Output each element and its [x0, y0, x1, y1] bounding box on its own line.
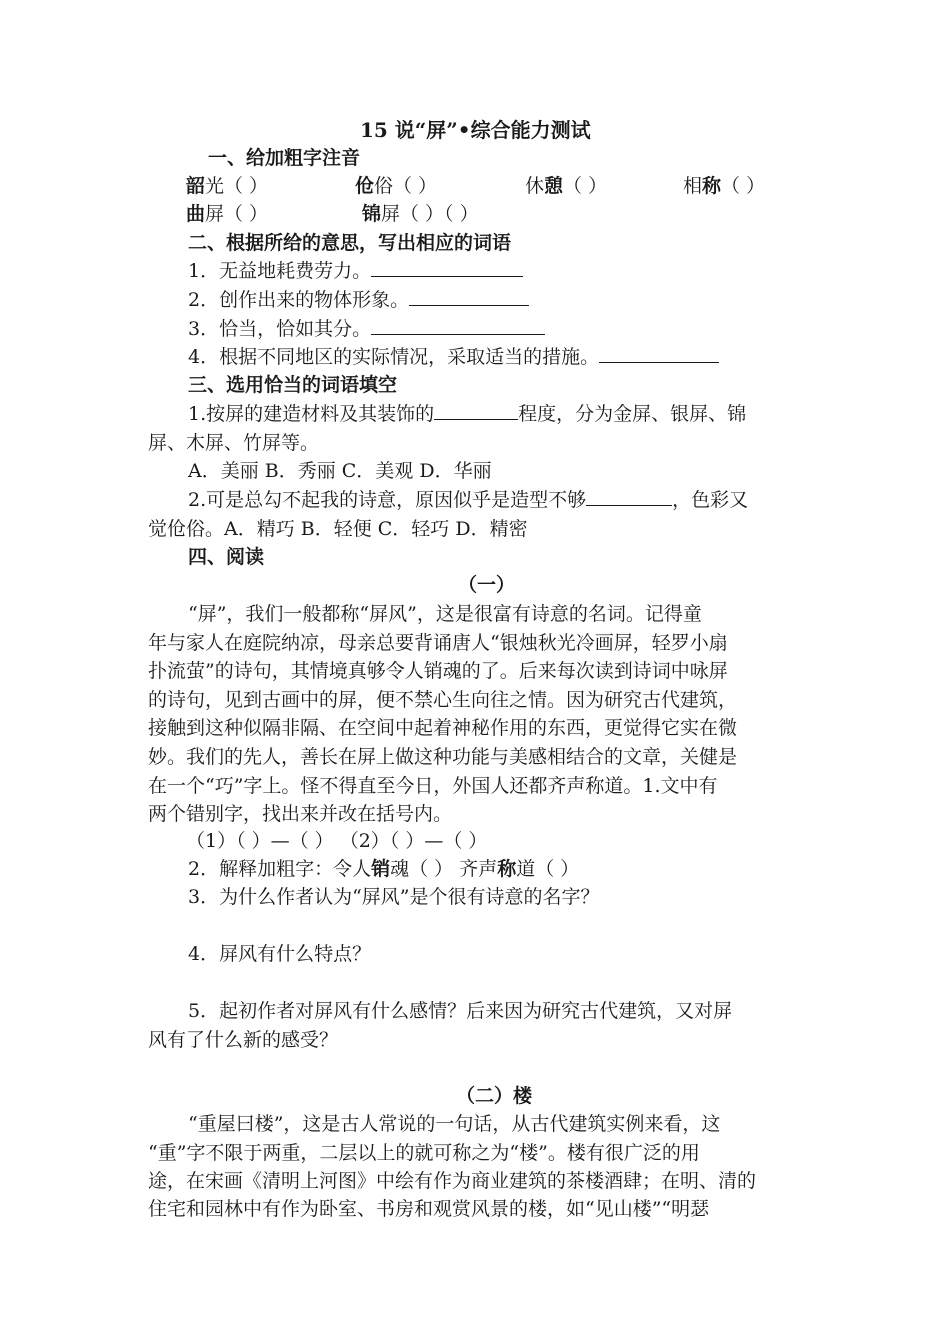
item-text: 2．创作出来的物体形象。: [188, 289, 410, 311]
pinyin-item: [186, 201, 268, 227]
pinyin-item: [525, 173, 607, 199]
item-text: 休: [525, 175, 545, 197]
question-line: 风有了什么新的感受？: [148, 1029, 339, 1051]
page-title: 15 说“屏”•综合能力测试: [360, 118, 591, 142]
definition-item: [188, 258, 523, 284]
definition-item: [188, 287, 529, 313]
pinyin-item: [362, 201, 479, 227]
pinyin-item: [186, 173, 268, 199]
question-line: 3．为什么作者认为“屏风”是个很有诗意的名字？: [188, 886, 600, 908]
answer-options: A．美丽 B．秀丽 C．美观 D．华丽: [188, 460, 492, 482]
passage-line: 在一个“巧”字上。怪不得直至今日，外国人还都齐声称道。1.文中有: [148, 775, 718, 797]
passage-line: “重”字不限于两重，二层以上的就可称之为“楼”。楼有很广泛的用: [148, 1142, 700, 1164]
item-text: 俗（ ）: [374, 175, 438, 197]
item-text: 相: [683, 175, 703, 197]
passage-line: 两个错别字，找出来并改在括号内。: [148, 803, 453, 825]
question-text: ，色彩又: [672, 489, 749, 511]
answer-blank[interactable]: [409, 287, 529, 306]
answer-blank[interactable]: [586, 487, 672, 506]
question-text: 1.按屏的建造材料及其装饰的: [188, 403, 435, 425]
item-text: （ ）: [721, 175, 766, 197]
passage-line: 妙。我们的先人，善长在屏上做这种功能与美感相结合的文章，关健是: [148, 746, 738, 768]
question-line: 觉伧俗。A．精巧 B．轻便 C．轻巧 D．精密: [148, 518, 528, 540]
reading-2-title: （二）楼: [456, 1085, 533, 1107]
question-text: 2.可是总勾不起我的诗意，原因似乎是造型不够: [188, 489, 587, 511]
passage-line: 的诗句，见到古画中的屏，便不禁心生向往之情。因为研究古代建筑，: [148, 689, 738, 711]
bold-char: 憩: [544, 175, 564, 197]
correction-question: （1）（ ）—（ ） （2）（ ）—（ ）: [186, 830, 488, 852]
section-1-heading: 一、给加粗字注音: [208, 147, 361, 169]
bold-char: 曲: [186, 203, 206, 225]
question-line: 4．屏风有什么特点？: [188, 943, 372, 965]
item-text: 光（ ）: [205, 175, 269, 197]
bold-char: 韶: [186, 175, 206, 197]
item-text: 屏（ ）（ ）: [381, 203, 479, 225]
item-text: 屏（ ）: [205, 203, 269, 225]
section-2-heading: 二、根据所给的意思，写出相应的词语: [188, 232, 512, 254]
question-line: [188, 401, 746, 427]
answer-blank[interactable]: [371, 258, 523, 277]
passage-line: “重屋曰楼”，这是古人常说的一句话，从古代建筑实例来看，这: [188, 1113, 721, 1135]
passage-line: 途，在宋画《清明上河图》中绘有作为商业建筑的茶楼酒肆；在明、清的: [148, 1170, 757, 1192]
question-line: 屏、木屏、竹屏等。: [148, 432, 320, 454]
question-text: 2．解释加粗字：令人: [188, 858, 372, 880]
passage-line: 年与家人在庭院纳凉，母亲总要背诵唐人“银烛秋光冷画屏，轻罗小扇: [148, 632, 728, 654]
passage-line: 扑流萤”的诗句，其情境真够令人销魂的了。后来每次读到诗词中咏屏: [148, 660, 728, 682]
item-text: 4．根据不同地区的实际情况，采取适当的措施。: [188, 346, 600, 368]
answer-blank[interactable]: [371, 316, 545, 335]
bold-char: 锦: [362, 203, 382, 225]
bold-char: 称: [497, 858, 517, 880]
answer-blank[interactable]: [434, 401, 518, 420]
passage-line: 住宅和园林中有作为卧室、书房和观赏风景的楼，如“见山楼”“明瑟: [148, 1198, 710, 1220]
definition-item: [188, 344, 719, 370]
bold-char: 伧: [355, 175, 375, 197]
question-text: 魂（ ） 齐声: [390, 858, 498, 880]
bold-char: 销: [371, 858, 391, 880]
definition-item: [188, 316, 545, 342]
bold-char: 称: [702, 175, 722, 197]
passage-line: “屏”，我们一般都称“屏风”，这是很富有诗意的名词。记得童: [188, 603, 702, 625]
question-line: [188, 856, 579, 882]
item-text: 3．恰当，恰如其分。: [188, 318, 372, 340]
section-3-heading: 三、选用恰当的词语填空: [188, 374, 398, 396]
question-text: 道（ ）: [516, 858, 580, 880]
question-line: [188, 487, 748, 513]
section-4-heading: 四、阅读: [188, 546, 265, 568]
pinyin-item: [683, 173, 765, 199]
answer-blank[interactable]: [599, 344, 719, 363]
passage-line: 接触到这种似隔非隔、在空间中起着神秘作用的东西，更觉得它实在微: [148, 717, 738, 739]
reading-1-title: （一）: [458, 574, 516, 596]
item-text: 1．无益地耗费劳力。: [188, 260, 372, 282]
item-text: （ ）: [563, 175, 608, 197]
pinyin-item: [355, 173, 437, 199]
question-line: 5．起初作者对屏风有什么感情？后来因为研究古代建筑，又对屏: [188, 1000, 733, 1022]
question-text: 程度，分为金屏、银屏、锦: [518, 403, 747, 425]
